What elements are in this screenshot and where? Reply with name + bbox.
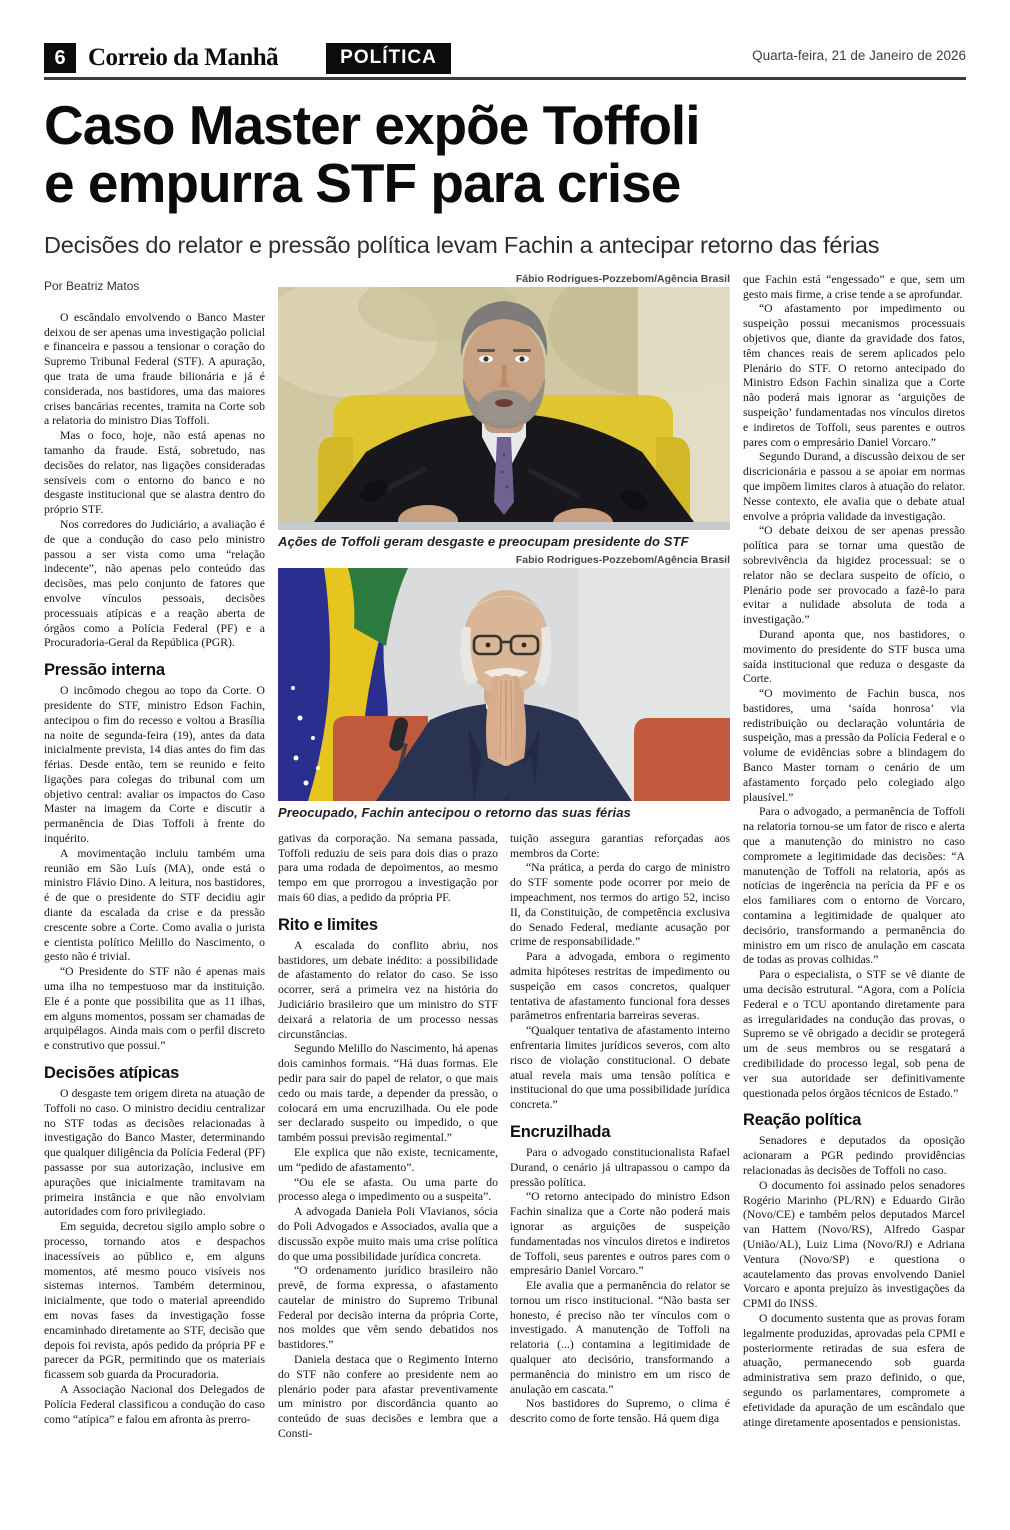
- headline-line2: e empurra STF para crise: [44, 152, 681, 215]
- article-paragraph: Durand aponta que, nos bastidores, o movimento do presidente do STF busca uma saída institucional que reduza o desgaste da Corte.: [743, 627, 965, 686]
- article-paragraph: “O afastamento por impedimento ou suspeição possui mecanismos processuais objetivos que, diante da gravidade dos fatos, têm chances reais de serem aplicados pelo Plenário do STF. O retorno antecipado do Ministro Edson Fachin sinaliza que a Corte não poderá mais ignorar as ‘arguições de suspeição’ fundamentadas nos vínculos diretos e indiretos de Toffoli, seus parentes e outros pares com o empresário Daniel Vorcaro.”: [743, 302, 965, 449]
- article-paragraph: Daniela destaca que o Regimento Interno do STF não confere ao presidente nem ao plenário poder para afastar preventivamente um ministro por discordância quanto ao conteúdo de suas decisões e lembra que a Consti-: [278, 1353, 498, 1441]
- article-paragraph: Ele avalia que a permanência do relator se tornou um risco institucional. “Não basta ser honesto, é preciso não ter vínculos com o investigado. A manutenção de Toffoli na relatoria (...) contamina a legitimidade de qualquer ato decisório, transformando a permanência do ministro em um risco de anulação em cascata.”: [510, 1279, 730, 1396]
- article-paragraph: Mas o foco, hoje, não está apenas no tamanho da fraude. Está, sobretudo, nas decisões do relator, nas ligações consideradas sensíveis com o entorno do banco e no desgaste institucional que se alastra dentro do próprio STF.: [44, 429, 265, 517]
- article-paragraph: “O debate deixou de ser apenas pressão política para se tornar uma questão de sobrevivência da higidez processual: se o relator não se declara suspeito de ofício, o Plenário pode ser provocado a fazê-lo para evitar a nulidade absoluta de toda a investigação.”: [743, 524, 965, 627]
- article-paragraph: Ele explica que não existe, tecnicamente, um “pedido de afastamento”.: [278, 1145, 498, 1174]
- article-paragraph: A movimentação incluiu também uma reunião em São Luís (MA), onde está o ministro Flávio Dino. A leitura, nos bastidores, é de que o presidente do STF decidiu agir diante da escalada da crise e da pressão crescente sobre a Corte. Como avalia o jurista e cientista político Melillo do Nascimento, o gesto não é trivial.: [44, 846, 265, 964]
- article-paragraph: “Na prática, a perda do cargo de ministro do STF somente pode ocorrer por meio de impeachment, nos termos do artigo 52, inciso II, da Constituição, de competência exclusiva do Senado Federal, mediante acusação por crime de responsabilidade.”: [510, 861, 730, 949]
- article-paragraph: Para a advogada, embora o regimento admita hipóteses restritas de impedimento ou suspeição em casos concretos, qualquer tentativa de afastamento funcional fora desses parâmetros enfrentaria barreiras severas.: [510, 950, 730, 1023]
- article-paragraph: A escalada do conflito abriu, nos bastidores, um debate inédito: a possibilidade de afastamento do relator do caso. Se isso ocorrer, será a primeira vez na história do Judiciário brasileiro que um ministro do STF deixará a relatoria de um processo nessas circunstâncias.: [278, 938, 498, 1041]
- byline: Por Beatriz Matos: [44, 278, 140, 293]
- photo-caption-2: Preocupado, Fachin antecipou o retorno das suas férias: [278, 804, 631, 820]
- middle-columns: [278, 832, 730, 1442]
- article-paragraph: O desgaste tem origem direta na atuação de Toffoli no caso. O ministro decidiu centralizar no STF todas as decisões relacionadas à investigação do Banco Master, determinando que qualquer diligência da Polícia Federal (PF) passasse por sua autorização, inclusive em apurações que inicialmente tramitavam na primeira instância e que não envolviam autoridades com foro privilegiado.: [44, 1087, 265, 1219]
- page-number: 6: [54, 46, 66, 69]
- article-paragraph: O documento foi assinado pelos senadores Rogério Marinho (PL/RN) e Eduardo Girão (Novo/CE) e também pelos deputados Marcel van Hattem (Novo/RS), Alfredo Gaspar (União/AL), Luiz Lima (Novo/RJ) e Adriana Ventura (Novo/SP) e questiona o acautelamento das provas envolvendo Daniel Vorcaro e aponta prejuízo às investigações da CPMI do INSS.: [743, 1178, 965, 1311]
- article-paragraph: A advogada Daniela Poli Vlavianos, sócia do Poli Advogados e Associados, avalia que a discussão expõe muito mais uma crise política do que uma possibilidade jurídica concreta.: [278, 1205, 498, 1263]
- article-paragraph: que Fachin está “engessado” e que, sem um gesto mais firme, a crise tende a se aprofundar.: [743, 272, 965, 301]
- article-paragraph: tuição assegura garantias reforçadas aos membros da Corte:: [510, 831, 730, 860]
- article-paragraph: O escândalo envolvendo o Banco Master deixou de ser apenas uma investigação policial e financeira e passou a tensionar o coração do Supremo Tribunal Federal (STF). A apuração, que trata de uma fraude bilionária e já é considerada, nos bastidores, uma das maiores crises bancárias recentes, tramita na Corte sob a relatoria do ministro Dias Toffoli.: [44, 310, 265, 428]
- section-heading: Pressão interna: [44, 661, 165, 680]
- subheadline: Decisões do relator e pressão política levam Fachin a antecipar retorno das férias: [44, 231, 880, 258]
- article-paragraph: “Ou ele se afasta. Ou uma parte do processo alega o impedimento ou a suspeita”.: [278, 1175, 498, 1204]
- headline-line1: Caso Master expõe Toffoli: [44, 94, 700, 156]
- fachin-photo: [278, 568, 730, 801]
- article-paragraph: Para o especialista, o STF se vê diante de uma decisão estrutural. “Agora, com a Polícia Federal e o TCU apontando diretamente para as irregularidades na condução das provas, o Supremo se vê obrigado a decidir se protegerá um de seus membros ou se resgatará a credibilidade do processo legal, sob pena de ver sua autoridade ser definitivamente questionada pelos órgãos técnicos de Estado.”: [743, 968, 965, 1100]
- article-paragraph: O documento sustenta que as provas foram legalmente produzidas, aprovadas pela CPMI e posteriormente retiradas de sua esfera de atuação, permanecendo sob guarda administrativa sem prazo definido, o que, segundo os parlamentares, compromete a efetividade da apuração de um escândalo que atinge diretamente aposentados e pensionistas.: [743, 1311, 965, 1429]
- photo-credit-2: Fabio Rodrigues-Pozzebom/Agência Brasil: [515, 553, 730, 566]
- article-paragraph: Em seguida, decretou sigilo amplo sobre o processo, tornando atos e despachos inacessíveis ao público e, em alguns momentos, até mesmo pouco visíveis nos sistemas internos. Também determinou, inicialmente, que todo o material apreendido em novas fases da investigação fosse encaminhado diretamente ao STF, decisão que depois foi revista, após pedido da própria PF e parecer da PGR, permitindo que os materiais ficassem sob guarda da Procuradoria.: [44, 1220, 265, 1382]
- article-paragraph: Nos bastidores do Supremo, o clima é descrito como de forte tensão. Há quem diga: [510, 1397, 730, 1426]
- article-paragraph: Segundo Melillo do Nascimento, há apenas dois caminhos formais. “Há duas formas. Ele pedir para sair do papel de relator, o que mais cedo ou mais tarde, a depender da pressão, o colocará em uma encruzilhada. Ou ele pode ser declarado suspeito ou impedido, o que também possui previsão regimental.”: [278, 1042, 498, 1145]
- masthead: [44, 42, 966, 74]
- article-paragraph: “O movimento de Fachin busca, nos bastidores, uma ‘saída honrosa’ via redistribuição ou declaração voluntária de suspeição, mas a pressão da Polícia Federal e o volume de evidências sobre a blindagem do Banco Master tornam o cenário de um afastamento forçado pelo colegiado algo plausível.”: [743, 687, 965, 804]
- masthead-rule: [44, 77, 966, 80]
- headline: [44, 96, 966, 213]
- photo-credit-1: Fábio Rodrigues-Pozzebom/Agência Brasil: [515, 272, 730, 285]
- article-paragraph: Senadores e deputados da oposição acionaram a PGR pedindo providências relacionadas às decisões de Toffoli no caso.: [743, 1134, 965, 1177]
- toffoli-photo: [278, 287, 730, 530]
- article-column-2: [278, 832, 498, 1442]
- edition-date: Quarta-feira, 21 de Janeiro de 2026: [752, 48, 966, 63]
- column-1-text: [44, 311, 265, 1428]
- section-heading: Reação política: [743, 1111, 862, 1130]
- article-paragraph: Nos corredores do Judiciário, a avaliação é de que a condução do caso pelo ministro passou a ser vista como uma “relação indecente”, não apenas pelo conteúdo das decisões, mas pelo conjunto de fatores que envolve vínculos pessoais, decisões processuais atípicas e a reação aberta de órgãos como a Polícia Federal (PF) e a Procuradoria-Geral da República (PGR).: [44, 517, 265, 650]
- article-paragraph: “O Presidente do STF não é apenas mais uma ilha no tempestuoso mar da instituição. Ele é a ponte que possibilita que as 11 ilhas, em alguns momentos, possam ser chamadas de arquipélagos. Ainda mais com o perfil discreto e construtivo que possui.”: [44, 965, 265, 1053]
- photo-column: [278, 273, 730, 1442]
- section-heading: Decisões atípicas: [44, 1064, 180, 1083]
- article-column-4: [743, 273, 965, 1431]
- page-number-box: [44, 43, 76, 73]
- article-paragraph: Para o advogado constitucionalista Rafael Durand, o cenário já ultrapassou o campo da pressão política.: [510, 1145, 730, 1189]
- article-paragraph: “O ordenamento jurídico brasileiro não prevê, de forma expressa, o afastamento cautelar de ministro do Supremo Tribunal Federal por decisão interna da própria Corte, nos moldes que vêm sendo debatidos nos bastidores.”: [278, 1264, 498, 1352]
- article-paragraph: “Qualquer tentativa de afastamento interno enfrentaria limites jurídicos severos, com alto risco de violação constitucional. O debate atual revela mais uma tensão política e institucional do que uma possibilidade jurídica concreta.”: [510, 1024, 730, 1112]
- article-paragraph: O incômodo chegou ao topo da Corte. O presidente do STF, ministro Edson Fachin, antecipou o fim do recesso e voltou a Brasília na noite de segunda-feira (19), antes da data inicialmente prevista, 14 dias antes do fim das férias. Desde então, tem se reunido e feito ligações para colegas do tribunal com um objetivo central: avaliar os impactos do Caso Master na imagem da Corte e discutir a permanência de Dias Toffoli à frente do inquérito.: [44, 684, 265, 846]
- article-paragraph: “O retorno antecipado do ministro Edson Fachin sinaliza que a Corte não poderá mais ignorar as arguições de suspeição fundamentadas nos vínculos diretos e indiretos de Toffoli, seus parentes e outros pares com o empresário Daniel Vorcaro.”: [510, 1190, 730, 1278]
- article-column-1: [44, 273, 265, 1428]
- photo-caption-1: Ações de Toffoli geram desgaste e preocupam presidente do STF: [278, 533, 689, 549]
- article-paragraph: Para o advogado, a permanência de Toffoli na relatoria tornou-se um fator de risco e alerta que a manutenção do ministro no caso compromete a legitimidade das decisões: “A manutenção de Toffoli na relatoria, após as notícias de ingerência na perícia da PF e os elos familiares com o entorno de Vorcaro, contamina a legitimidade de qualquer ato decisório, transformando a permanência do ministro em um risco de anulação em cascata de todas as provas colhidas.”: [743, 805, 965, 967]
- section-label: POLÍTICA: [326, 43, 451, 74]
- section-heading: Encruzilhada: [510, 1122, 611, 1141]
- newspaper-logo: Correio da Manhã: [88, 44, 279, 71]
- newspaper-page: [0, 42, 1010, 1530]
- article-column-3: [510, 832, 730, 1442]
- article-paragraph: A Associação Nacional dos Delegados de Polícia Federal classificou a condução do caso como “atípica” e falou em afronta às prerro-: [44, 1382, 265, 1426]
- article-paragraph: Segundo Durand, a discussão deixou de ser discricionária e passou a se apoiar em normas que impõem limites claros à atuação do relator. Nesse contexto, ele avalia que o debate atual envolve a própria validade da investigação.: [743, 450, 965, 523]
- article-paragraph: gativas da corporação. Na semana passada, Toffoli reduziu de seis para dois dias o prazo para uma rodada de depoimentos, ao mesmo tempo em que prorrogou a investigação por mais 60 dias, a pedido da própria PF.: [278, 831, 498, 904]
- article-body: [44, 273, 966, 1442]
- section-heading: Rito e limites: [278, 915, 378, 934]
